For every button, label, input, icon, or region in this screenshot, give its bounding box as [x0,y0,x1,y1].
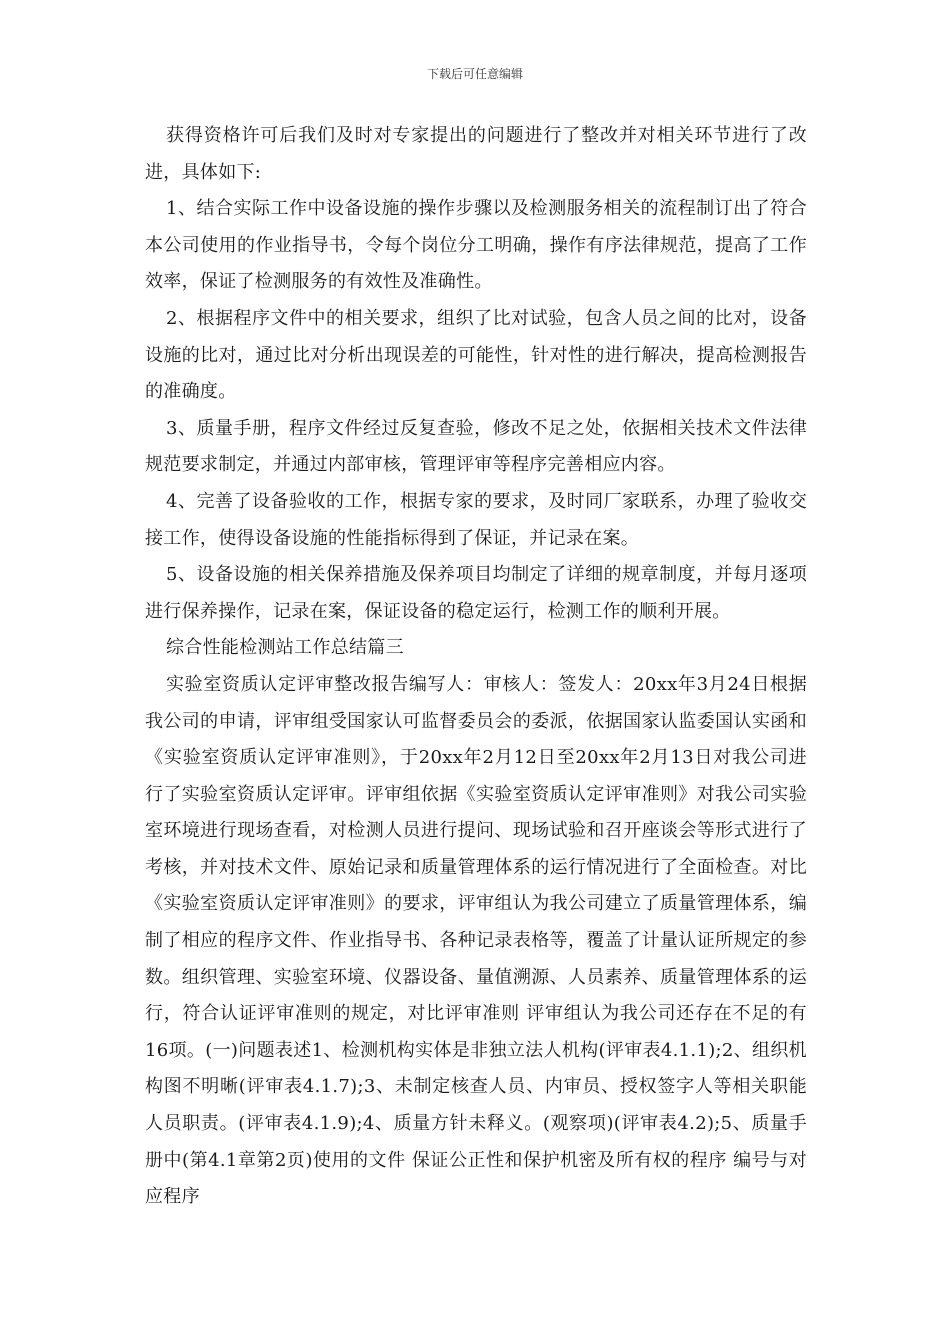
section-heading: 综合性能检测站工作总结篇三 [166,637,404,659]
page-header-note: 下载后可任意编辑 [426,67,523,81]
list-item-5: 5、设备设施的相关保养措施及保养项目均制定了详细的规章制度，并每月逐项进行保养操作，记录在案，保证设备的稳定运行，检测工作的顺利开展。 [145,564,807,622]
intro-paragraph: 获得资格许可后我们及时对专家提出的问题进行了整改并对相关环节进行了改进，具体如下: [145,125,807,183]
report-paragraph: 实验室资质认定评审整改报告编写人：审核人：签发人：20xx年3月24日根据我公司的申请，评审组受国家认可监督委员会的委派，依据国家认监委国认实函和《实验室资质认定评审准则》，于20xx年2月12日至20xx年2月13日对我公司进行了实验室资质认定评审。评审组依据《实验室资质认定评审准则》对我公司实验室环境进行现场查看，对检测人员进行提问、现场试验和召开座谈会等形式进行了考核，并对技术文件、原始记录和质量管理体系的运行情况进行了全面检查。对比《实验室资质认定评审准则》的要求，评审组认为我公司建立了质量管理体系，编制了相应的程序文件、作业指导书、各种记录表格等，覆盖了计量认证所规定的参数。组织管理、实验室环境、仪器设备、量值溯源、人员素养、质量管理体系的运行，符合认证评审准则的规定，对比评审准则 评审组认为我公司还存在不足的有16项。(一)问题表述1、检测机构实体是非独立法人机构(评审表4.1.1);2、组织机构图不明晰(评审表4.1.7);3、未制定核查人员、内审员、授权签字人等相关职能人员职责。(评审表4.1.9);4、质量方针未释义。(观察项)(评审表4.2);5、质量手册中(第4.1章第2页)使用的文件 保证公正性和保护机密及所有权的程序 编号与对应程序 [145,673,807,1208]
list-item-1: 1、结合实际工作中设备设施的操作步骤以及检测服务相关的流程制订出了符合本公司使用的作业指导书，令每个岗位分工明确，操作有序法律规范，提高了工作效率，保证了检测服务的有效性及准确性。 [145,198,807,293]
list-item-2: 2、根据程序文件中的相关要求，组织了比对试验，包含人员之间的比对，设备设施的比对，通过比对分析出现误差的可能性，针对性的进行解决，提高检测报告的准确度。 [145,307,807,403]
list-item-4: 4、完善了设备验收的工作，根据专家的要求，及时同厂家联系，办理了验收交接工作，使得设备设施的性能指标得到了保证，并记录在案。 [145,490,807,549]
document-body [145,118,807,1216]
list-item-3: 3、质量手册，程序文件经过反复查验，修改不足之处，依据相关技术文件法律规范要求制定，并通过内部审核，管理评审等程序完善相应内容。 [145,417,807,476]
